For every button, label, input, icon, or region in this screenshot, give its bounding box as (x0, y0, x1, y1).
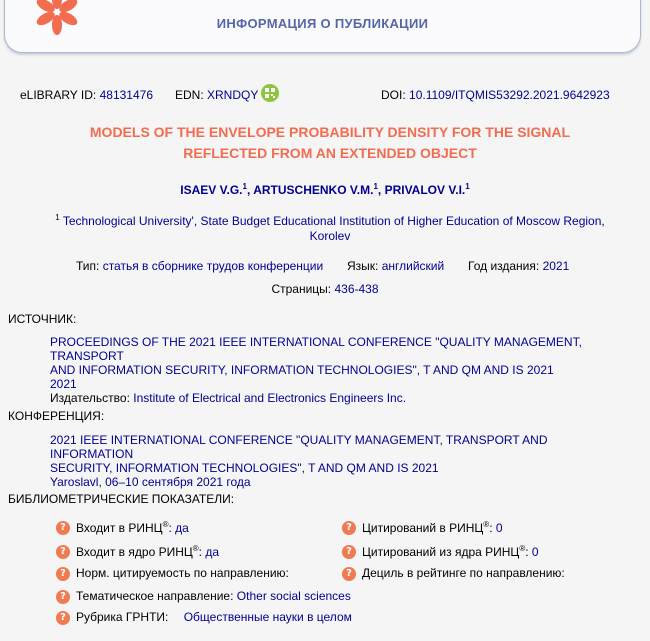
metric-rinc: Входит в РИНЦ®: да (76, 520, 189, 535)
doi-link[interactable]: 10.1109/ITQMIS53292.2021.9642923 (409, 88, 610, 102)
metric-rinc-core: Входит в ядро РИНЦ®: да (76, 544, 220, 559)
help-icon[interactable]: ? (56, 567, 70, 581)
author-link[interactable]: PRIVALOV V.I. (384, 183, 466, 197)
header-title: ИНФОРМАЦИЯ О ПУБЛИКАЦИИ (216, 16, 429, 31)
metric-topic: Тематическое направление: Other social sciences (76, 589, 351, 603)
author-list: ISAEV V.G.$^1$, ARTUSCHENKO V.M.$^1$, PRIVALOV V.I.$^1$ (180, 182, 470, 197)
qr-code-icon[interactable] (261, 84, 279, 102)
metric-grnti: Рубрика ГРНТИ: Общественные науки в целом (76, 610, 352, 624)
elibrary-id: eLIBRARY ID: 48131476 (20, 88, 153, 102)
conference-place-date: Yaroslavl, 06–10 сентября 2021 года (50, 475, 251, 489)
publication-title: MODELS OF THE ENVELOPE PROBABILITY DENSITY FOR THE SIGNAL REFLECTED FROM AN EXTENDED OBJECT (89, 124, 571, 161)
doi: DOI: 10.1109/ITQMIS53292.2021.9642923 (381, 88, 610, 102)
help-icon[interactable]: ? (56, 545, 70, 559)
edn-link[interactable]: XRNDQY (207, 88, 259, 102)
source-heading: ИСТОЧНИК: (8, 312, 77, 326)
affiliation-link-city[interactable]: Korolev (309, 229, 351, 243)
page-header (4, 0, 641, 53)
help-icon[interactable]: ? (342, 567, 356, 581)
elibrary-id-link[interactable]: 48131476 (99, 88, 153, 102)
author-link[interactable]: ARTUSCHENKO V.M. (253, 183, 374, 197)
source-year-link[interactable]: 2021 (50, 377, 77, 391)
metric-decile: Дециль в рейтинге по направлению: (362, 566, 565, 580)
help-icon[interactable]: ? (342, 545, 356, 559)
metric-citations-core: Цитирований из ядра РИНЦ®: 0 (362, 544, 539, 559)
author-link[interactable]: ISAEV V.G. (180, 183, 243, 197)
publisher-link[interactable]: Institute of Electrical and Electronics Engineers Inc. (133, 391, 407, 405)
metric-norm-citation: Норм. цитируемость по направлению: (76, 566, 289, 580)
conference-heading: КОНФЕРЕНЦИЯ: (8, 409, 105, 423)
metric-citations: Цитирований в РИНЦ®: 0 (362, 520, 503, 535)
publication-language: Язык: английский (347, 259, 445, 273)
biblio-heading: БИБЛИОМЕТРИЧЕСКИЕ ПОКАЗАТЕЛИ: (8, 492, 235, 506)
source-title-link[interactable]: PROCEEDINGS OF THE 2021 IEEE INTERNATIONAL CONFERENCE "QUALITY MANAGEMENT, TRANSPORT AND INFORMATION SECURITY, INFORMATION TECHNOLOGIES", T AND QM AND IS 2021 (50, 335, 582, 377)
conference-block (50, 433, 610, 489)
conference-title-link[interactable]: 2021 IEEE INTERNATIONAL CONFERENCE "QUALITY MANAGEMENT, TRANSPORT AND INFORMATION SECURITY, INFORMATION TECHNOLOGIES", T AND QM AND IS 2021 (50, 433, 548, 475)
affiliation: $^1$ Technological University', State Budget Educational Institution of Higher Education of Moscow Region, Korolev (55, 213, 605, 243)
help-icon[interactable]: ? (56, 521, 70, 535)
help-icon[interactable]: ? (56, 611, 70, 625)
publication-year: Год издания: 2021 (468, 259, 570, 273)
edn-id: EDN: XRNDQY (175, 88, 259, 102)
help-icon[interactable]: ? (56, 590, 70, 604)
publication-type: Тип: статья в сборнике трудов конференции (76, 259, 324, 273)
affiliation-link[interactable]: Technological University', State Budget Educational Institution of Higher Education of Moscow Region, (62, 214, 605, 228)
publication-pages: Страницы: 436-438 (271, 282, 379, 296)
help-icon[interactable]: ? (342, 521, 356, 535)
source-block: PROCEEDINGS OF THE 2021 IEEE INTERNATIONAL CONFERENCE "QUALITY MANAGEMENT, TRANSPORT AND INFORMATION SECURITY, INFORMATION TECHNOLOGIES", T AND QM AND IS 2021 2021 Издательство: Institute of Electrical and Electronics Engineers Inc. (50, 335, 582, 405)
